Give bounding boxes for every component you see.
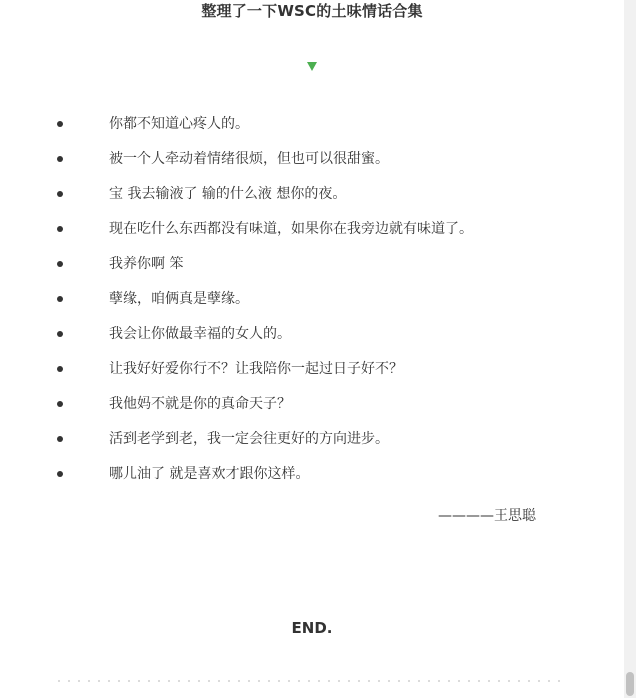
quote-text: 孽缘，咱俩真是孽缘。 xyxy=(109,291,249,307)
bullet-icon xyxy=(57,226,63,232)
list-item xyxy=(0,353,624,388)
bullet-icon xyxy=(57,471,63,477)
quote-text: 被一个人牵动着情绪很烦，但也可以很甜蜜。 xyxy=(109,151,389,167)
scrollbar-track[interactable] xyxy=(624,0,636,698)
quote-text: 活到老学到老，我一定会往更好的方向进步。 xyxy=(109,431,389,447)
triangle-down-icon xyxy=(307,62,317,71)
list-item xyxy=(0,143,624,178)
bullet-icon xyxy=(57,191,63,197)
bullet-icon xyxy=(57,401,63,407)
quote-text: 我他妈不就是你的真命天子？ xyxy=(109,396,291,412)
bullet-icon xyxy=(57,436,63,442)
quote-text: 让我好好爱你行不？让我陪你一起过日子好不？ xyxy=(109,361,403,377)
quote-list xyxy=(0,108,624,493)
quote-text: 我会让你做最幸福的女人的。 xyxy=(109,326,291,342)
bullet-icon xyxy=(57,331,63,337)
article-title: 整理了一下WSC的土味情话合集 xyxy=(201,2,423,20)
list-item xyxy=(0,423,624,458)
list-item xyxy=(0,178,624,213)
quote-text: 哪儿油了 就是喜欢才跟你这样。 xyxy=(109,466,310,482)
bullet-icon xyxy=(57,156,63,162)
quote-text: 你都不知道心疼人的。 xyxy=(109,116,249,132)
bullet-icon xyxy=(57,261,63,267)
bullet-icon xyxy=(57,296,63,302)
dotted-divider xyxy=(54,680,568,682)
quote-text: 现在吃什么东西都没有味道，如果你在我旁边就有味道了。 xyxy=(109,221,473,237)
quote-text: 宝 我去输液了 输的什么液 想你的夜。 xyxy=(109,186,347,202)
bullet-icon xyxy=(57,366,63,372)
list-item xyxy=(0,283,624,318)
signature: ————王思聪 xyxy=(438,508,536,524)
scrollbar-thumb[interactable] xyxy=(626,672,634,696)
bullet-icon xyxy=(57,121,63,127)
list-item xyxy=(0,318,624,353)
list-item xyxy=(0,213,624,248)
list-item xyxy=(0,458,624,493)
list-item xyxy=(0,108,624,143)
quote-text: 我养你啊 笨 xyxy=(109,256,184,272)
list-item xyxy=(0,388,624,423)
end-marker: END. xyxy=(291,619,333,637)
list-item xyxy=(0,248,624,283)
